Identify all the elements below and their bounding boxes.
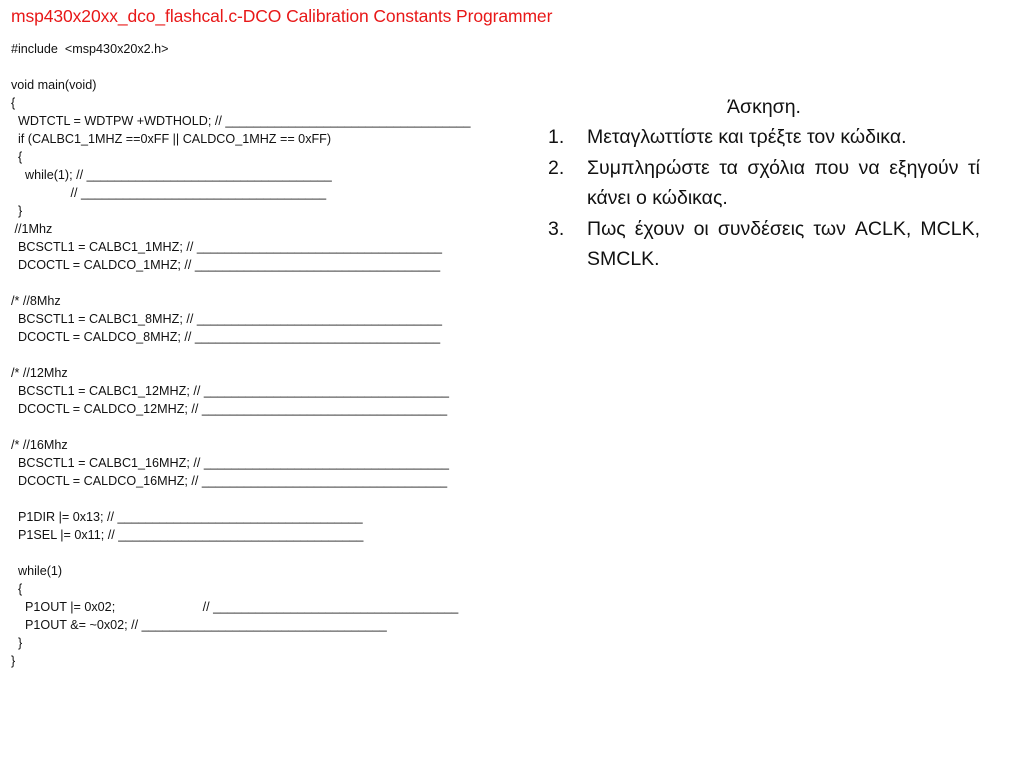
exercise-heading: Άσκηση. xyxy=(727,96,801,118)
exercise-item xyxy=(548,153,980,214)
code-line xyxy=(11,418,531,436)
code-line: DCOCTL = CALDCO_16MHZ; // ___________________________________ xyxy=(11,474,448,488)
code-line: DCOCTL = CALDCO_8MHZ; // ___________________________________ xyxy=(11,330,441,344)
code-line: BCSCTL1 = CALBC1_1MHZ; // ___________________________________ xyxy=(11,240,442,254)
code-line: if (CALBC1_1MHZ ==0xFF || CALDCO_1MHZ == 0xFF) xyxy=(11,132,332,146)
code-line: DCOCTL = CALDCO_12MHZ; // ___________________________________ xyxy=(11,402,448,416)
code-line: //1Mhz xyxy=(11,222,53,236)
code-listing xyxy=(11,40,531,670)
code-line: WDTCTL = WDTPW +WDTHOLD; // ___________________________________ xyxy=(11,114,471,128)
code-line: P1OUT |= 0x02; // ___________________________________ xyxy=(11,600,459,614)
slide-title: msp430x20xx_dco_flashcal.c-DCO Calibration Constants Programmer xyxy=(11,6,553,26)
exercise-list xyxy=(548,122,980,275)
code-line: } xyxy=(11,654,16,668)
exercise-panel xyxy=(548,92,980,275)
code-line xyxy=(11,346,531,364)
code-line: { xyxy=(11,96,16,110)
code-line: P1DIR |= 0x13; // ___________________________________ xyxy=(11,510,363,524)
code-line: P1OUT &= ~0x02; // ___________________________________ xyxy=(11,618,387,632)
code-line: void main(void) xyxy=(11,78,97,92)
code-line: DCOCTL = CALDCO_1MHZ; // ___________________________________ xyxy=(11,258,441,272)
code-line: /* //12Mhz xyxy=(11,366,68,380)
exercise-item-number: 1. xyxy=(548,126,565,148)
code-line xyxy=(11,274,531,292)
code-line: // ___________________________________ xyxy=(11,186,327,200)
code-line xyxy=(11,544,531,562)
code-line: } xyxy=(11,636,23,650)
exercise-item-text: Συμπληρώστε τα σχόλια που να εξηγούν τί κάνει ο κώδικας. xyxy=(587,156,980,209)
exercise-item-text: Πως έχουν οι συνδέσεις των ACLK, MCLK, SMCLK. xyxy=(587,217,980,270)
code-line: BCSCTL1 = CALBC1_12MHZ; // ___________________________________ xyxy=(11,384,449,398)
code-line: /* //16Mhz xyxy=(11,438,68,452)
code-line: /* //8Mhz xyxy=(11,294,61,308)
exercise-item xyxy=(548,122,980,153)
exercise-item-number: 2. xyxy=(548,156,565,179)
code-line xyxy=(11,490,531,508)
code-line: #include <msp430x20x2.h> xyxy=(11,42,169,56)
exercise-item-number: 3. xyxy=(548,217,565,240)
code-line xyxy=(11,58,531,76)
code-line: { xyxy=(11,150,23,164)
code-line: } xyxy=(11,204,23,218)
code-line: while(1); // ___________________________________ xyxy=(11,168,332,182)
code-line: { xyxy=(11,582,23,596)
code-line: P1SEL |= 0x11; // ___________________________________ xyxy=(11,528,364,542)
exercise-item-text: Μεταγλωττίστε και τρέξτε τον κώδικα. xyxy=(587,126,907,148)
code-line: BCSCTL1 = CALBC1_8MHZ; // ___________________________________ xyxy=(11,312,442,326)
code-line: while(1) xyxy=(11,564,63,578)
exercise-item xyxy=(548,214,980,275)
code-line: BCSCTL1 = CALBC1_16MHZ; // ___________________________________ xyxy=(11,456,449,470)
